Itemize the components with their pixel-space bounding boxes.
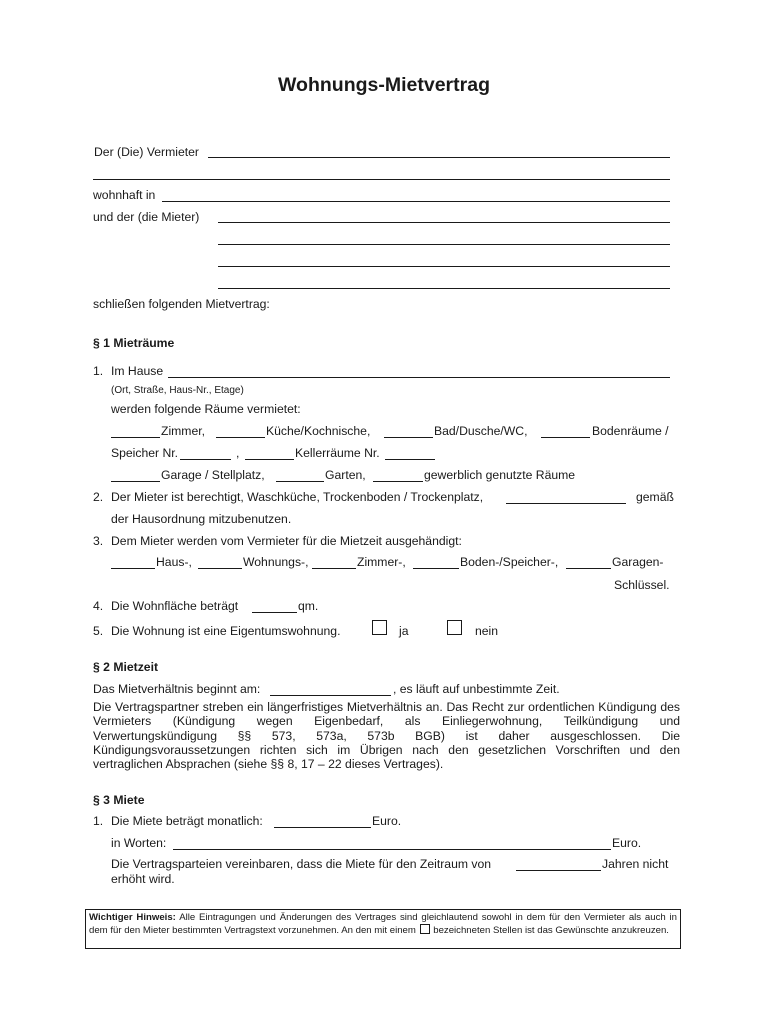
notice-label: Wichtiger Hinweis: [89,912,176,923]
keller-count-field[interactable] [245,459,294,460]
speicher-number-field[interactable] [180,459,231,460]
tenant-field-line2[interactable] [218,244,670,245]
rental-start-label: Das Mietverhältnis beginnt am: [93,682,261,696]
zimmer-key-label: Zimmer-, [357,555,406,569]
keller-number-field[interactable] [385,459,435,460]
garagen-key-field[interactable] [566,568,611,569]
bad-count-field[interactable] [384,437,433,438]
haus-key-field[interactable] [111,568,155,569]
item-number: 2. [93,490,104,504]
condo-yes-checkbox[interactable] [372,620,387,635]
living-area-unit: qm. [298,599,319,613]
condo-yes-label: ja [399,624,409,638]
rent-fixed-years-field[interactable] [516,870,601,871]
speicher-label: Speicher Nr. [111,446,179,460]
landlord-field[interactable] [208,157,670,158]
gemaess-text: gemäß [636,490,674,504]
important-notice-box [85,909,681,949]
garage-label: Garage / Stellplatz, [161,468,265,482]
termination-paragraph: Die Vertragspartner streben ein längerfristiges Mietverhältnis an. Das Recht zur ordentlichen Kündigung des Vermieters (Kündigung wegen Eigenbedarf, als Einliegerwohnung, Teilkündigung und Verwertungskündigung §§ 573, 573a, 573b BGB) ist daher ausgeschlossen. Die Kündigungsvoraussetzungen richten sich im Übrigen nach den gesetzlichen Vorschriften und den vertraglichen Absprachen (siehe §§ 8, 17 – 22 dieses Vertrages). [93,700,680,772]
wohnung-key-label: Wohnungs-, [243,555,309,569]
gewerb-count-field[interactable] [373,481,423,482]
rental-start-suffix: , es läuft auf unbestimmte Zeit. [393,682,560,696]
item-number: 1. [93,814,104,828]
section-2-heading: § 2 Mietzeit [93,660,159,674]
boden-key-label: Boden-/Speicher-, [460,555,559,569]
separator-comma: , [236,446,240,460]
page-title: Wohnungs-Mietvertrag [278,74,490,96]
garagen-key-label: Garagen- [612,555,664,569]
garten-count-field[interactable] [276,481,324,482]
living-area-field[interactable] [252,612,297,613]
rent-amount-field[interactable] [274,827,371,828]
keys-text: Dem Mieter werden vom Vermieter für die Mietzeit ausgehändigt: [111,534,462,548]
tenant-label: und der (die Mieter) [93,210,200,224]
house-label: Im Hause [111,364,164,378]
rental-start-field[interactable] [270,695,391,696]
rent-fixed-text: Die Vertragsparteien vereinbaren, dass die Miete für den Zeitraum von [111,857,492,871]
section-3-heading: § 3 Miete [93,793,145,807]
bad-label: Bad/Dusche/WC, [434,424,528,438]
tenant-field-line3[interactable] [218,266,670,267]
rent-fixed-text-end: erhöht wird. [111,872,175,886]
landlord-field-line2[interactable] [93,179,670,180]
landlord-label: Der (Die) Vermieter [94,145,199,159]
address-hint: (Ort, Straße, Haus-Nr., Etage) [111,385,244,396]
garage-count-field[interactable] [111,481,160,482]
kueche-label: Küche/Kochnische, [266,424,371,438]
living-area-text: Die Wohnfläche beträgt [111,599,239,613]
zimmer-key-field[interactable] [312,568,356,569]
boden-count-field[interactable] [541,437,590,438]
rooms-intro: werden folgende Räume vermietet: [111,402,301,416]
kueche-count-field[interactable] [216,437,265,438]
keller-label: Kellerräume Nr. [295,446,380,460]
zimmer-label: Zimmer, [161,424,206,438]
item-number: 1. [93,364,104,378]
rent-amount-label: Die Miete beträgt monatlich: [111,814,263,828]
residence-label: wohnhaft in [93,188,156,202]
gewerb-label: gewerblich genutzte Räume [424,468,576,482]
shared-use-text: Der Mieter ist berechtigt, Waschküche, Trockenboden / Trockenplatz, [111,490,484,504]
haus-key-label: Haus-, [156,555,192,569]
checkbox-symbol-icon [420,924,430,934]
rent-currency: Euro. [372,814,402,828]
schluessel-label: Schlüssel. [614,578,670,592]
conclude-text: schließen folgenden Mietvertrag: [93,297,270,311]
section-1-heading: § 1 Mieträume [93,336,175,350]
shared-use-continued: der Hausordnung mitzubenutzen. [111,512,292,526]
tenant-field[interactable] [218,222,670,223]
item-number: 5. [93,624,104,638]
shared-use-field[interactable] [506,503,626,504]
rent-words-currency: Euro. [612,836,642,850]
zimmer-count-field[interactable] [111,437,160,438]
notice-text: Alle Eintragungen und Änderungen des Vertrages sind gleichlautend sowohl in dem für den Vermieter als auch in dem für den Mieter bestimmten Vertragstext vorzunehmen. An den mit einem [89,912,677,937]
notice-text-end: bezeichneten Stellen ist das Gewünschte anzukreuzen. [433,925,669,937]
garten-label: Garten, [325,468,366,482]
item-number: 4. [93,599,104,613]
boden-key-field[interactable] [413,568,459,569]
condo-no-label: nein [475,624,499,638]
house-address-field[interactable] [168,377,670,378]
rent-fixed-years-label: Jahren nicht [602,857,669,871]
item-number: 3. [93,534,104,548]
tenant-field-line4[interactable] [218,288,670,289]
condo-text: Die Wohnung ist eine Eigentumswohnung. [111,624,341,638]
boden-label: Bodenräume / [592,424,669,438]
rent-words-field[interactable] [173,849,611,850]
wohnung-key-field[interactable] [198,568,242,569]
residence-field[interactable] [162,201,670,202]
rent-words-label: in Worten: [111,836,167,850]
condo-no-checkbox[interactable] [447,620,462,635]
